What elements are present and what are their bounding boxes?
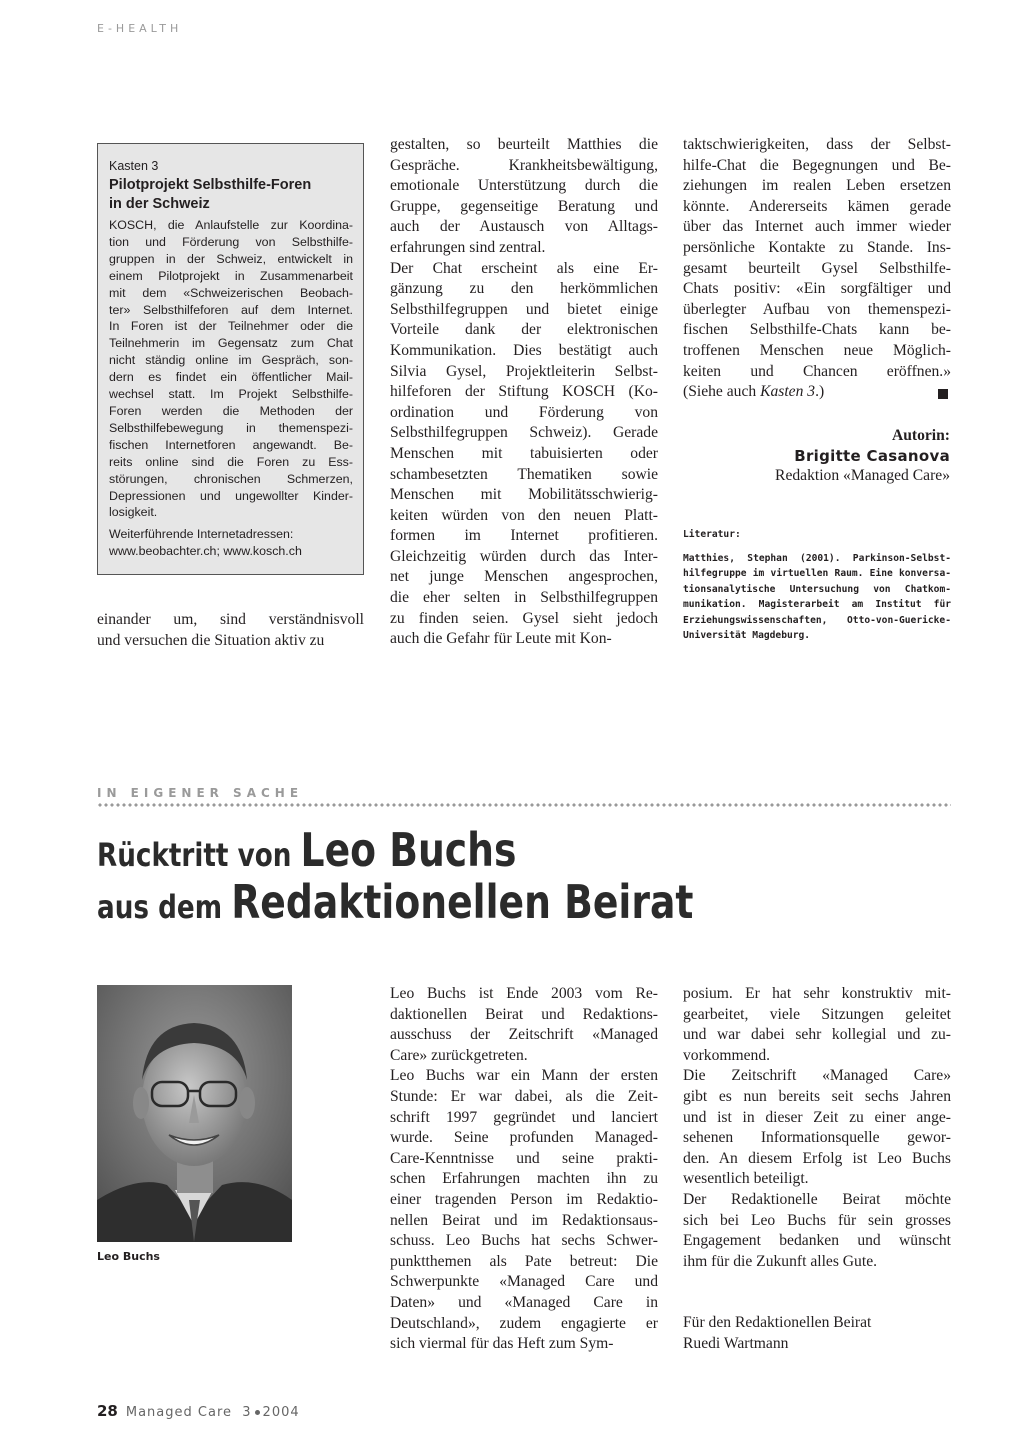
column-3-line: persönliche Kontakte zu Stande. Ins- xyxy=(683,238,951,256)
article-column-3-line: sich bei Leo Buchs für sein grosses xyxy=(683,1211,951,1229)
article-column-2 xyxy=(390,984,658,1355)
infobox-body-line: losigkeit. xyxy=(109,505,158,520)
infobox-body-line: KOSCH, die Anlaufstelle zur Koordina- xyxy=(109,218,353,232)
article-column-2-line: schuss. Leo Buchs hat sechs Schwer- xyxy=(390,1232,658,1250)
infobox-body-line: wechsel statt. Im Projekt Selbsthilfe- xyxy=(109,387,353,402)
article-column-2-line: Leo Buchs ist Ende 2003 vom Re- xyxy=(390,985,658,1002)
column-2-line: schambesetzten Thematiken sowie xyxy=(390,465,658,483)
column-3-line: Chats positiv: «Ein sorgfältiger und xyxy=(683,280,951,298)
article-column-3-line: sehenen Informationsquelle gewor- xyxy=(683,1129,951,1147)
headline-2-small: aus dem xyxy=(97,888,232,926)
literature-line: Matthies, Stephan (2001). Parkinson-Selbst- xyxy=(683,552,951,564)
column-2-line: auch die Gefahr für Leute mit Kon- xyxy=(390,630,612,648)
column-3-line: fischen Selbsthilfe-Chats kann be- xyxy=(683,321,951,339)
headline-line-2 xyxy=(97,875,693,929)
column-2-line: erfahrungen sind zentral. xyxy=(390,238,546,256)
author-name: Brigitte Casanova xyxy=(794,447,950,465)
column-3-line: hilfe-Chat die Begegnungen und Be- xyxy=(683,156,951,174)
column-1-line: einander um, sind verständnisvoll xyxy=(97,611,364,628)
section-kicker: IN EIGENER SACHE xyxy=(97,786,304,800)
headline-2-big: Redaktionellen Beirat xyxy=(231,875,694,929)
article-column-2-line: Deutschland», zudem engagierte er xyxy=(390,1314,658,1332)
column-2-line: formen im Internet profitieren. xyxy=(390,527,658,545)
column-2-line: Gruppe, gegenseitige Beratung und xyxy=(390,197,658,215)
infobox-kasten-3 xyxy=(97,143,364,575)
column-2-line: Menschen mit Mobilitätsschwierig- xyxy=(390,486,658,504)
infobox-body-line: mit dem «Schweizerischen Beobach- xyxy=(109,285,353,300)
article-column-3-line: ihm für die Zukunft alles Gute. xyxy=(683,1252,878,1270)
infobox-body-line: reits online sind die Foren zu Ess- xyxy=(109,454,353,469)
infobox-body xyxy=(109,217,353,521)
column-2-line: Gleichzeitig würden durch das Inter- xyxy=(390,547,658,565)
article-column-3-line: und war dabei sehr kollegial und zu- xyxy=(683,1026,951,1044)
infobox-title xyxy=(109,176,353,214)
article-column-2-line: Care» zurückgetreten. xyxy=(390,1046,528,1064)
column-2-line: Menschen mit tabuisierten oder xyxy=(390,444,658,462)
article-column-3-line: gibt es nun bereits seit sechs Jahren xyxy=(683,1087,951,1105)
infobox-title-line: in der Schweiz xyxy=(109,196,210,212)
article-column-3-line: Die Zeitschrift «Managed Care» xyxy=(683,1067,951,1085)
infobox-body-line: Selbsthilfebewegung in themenspezi- xyxy=(109,420,353,435)
column-3-text xyxy=(683,135,951,382)
column-3-line: gesamt beurteilt Gysel Selbsthilfe- xyxy=(683,259,951,277)
article-column-3-line: vorkommend. xyxy=(683,1046,771,1064)
page-number: 28 xyxy=(97,1402,118,1420)
column-2-line: die eher selten in Selbsthilfegruppen xyxy=(390,589,658,607)
author-organization: Redaktion «Managed Care» xyxy=(775,467,950,484)
column-2-line: gestalten, so beurteilt Matthies die xyxy=(390,136,658,153)
infobox-body-line: In Foren ist der Teilnehmer oder die xyxy=(109,319,353,334)
article-column-2-line: Stunde: Er war dabei, als die Zeit- xyxy=(390,1087,658,1105)
signoff-line: Für den Redaktionellen Beirat xyxy=(683,1314,872,1331)
signoff-line: Ruedi Wartmann xyxy=(683,1334,789,1352)
infobox-body-line: gruppen in der Schweiz, entwickelt in xyxy=(109,251,353,266)
column-1-text xyxy=(97,610,364,651)
article-column-3-line: wesentlich beteiligt. xyxy=(683,1170,809,1188)
column-1-line: und versuchen die Situation aktiv zu xyxy=(97,631,325,649)
footer-dot-separator xyxy=(255,1410,260,1415)
kasten-ref-link: Kasten 3 xyxy=(760,383,816,400)
infobox-body-line: ter» Selbsthilfeforen auf dem Internet. xyxy=(109,302,353,317)
infobox-body-line: nicht ständig online im Gespräch, son- xyxy=(109,353,353,368)
article-column-2-line: punktthemen als Pate betreut: Die xyxy=(390,1252,658,1270)
literature-line: tionsanalytische Untersuchung von Chatkom- xyxy=(683,583,951,595)
literature-label: Literatur: xyxy=(683,529,741,540)
article-column-2-line: Schwerpunkte «Managed Care und xyxy=(390,1273,658,1291)
article-column-3-line: den. An diesem Erfolg ist Leo Buchs xyxy=(683,1149,951,1167)
column-2-line: Silvia Gysel, Projektleiterin Selbst- xyxy=(390,362,658,380)
article-column-2-line: wurde. Seine profunden Managed- xyxy=(390,1129,658,1147)
column-3-line: ziehungen im realen Leben ersetzen xyxy=(683,177,951,195)
article-column-2-line: Daten» und «Managed Care in xyxy=(390,1293,658,1311)
portrait-image xyxy=(97,985,292,1242)
column-3-line: über das Internet auch immer wieder xyxy=(683,218,951,236)
column-2-line: Selbsthilfegruppen Schweiz). Gerade xyxy=(390,424,658,442)
article-column-2-line: Leo Buchs war ein Mann der ersten xyxy=(390,1067,658,1085)
column-3-line: überlegter Aufbau von themenspezi- xyxy=(683,300,951,318)
infobox-links xyxy=(109,526,353,560)
column-2-line: auch der Austausch von Alltags- xyxy=(390,218,658,236)
headline-line-1 xyxy=(97,823,516,877)
column-3-line: keiten und Chancen eröffnen.» xyxy=(683,362,951,380)
literature-line: Universität Magdeburg. xyxy=(683,630,811,641)
article-column-3-line: Engagement bedanken und wünscht xyxy=(683,1232,951,1250)
column-2-line: net junge Menschen angesprochen, xyxy=(390,568,658,586)
column-2-text xyxy=(390,135,658,650)
headline-1-big: Leo Buchs xyxy=(300,823,517,877)
dotted-divider xyxy=(97,803,951,807)
infobox-kicker: Kasten 3 xyxy=(109,159,159,173)
infobox-body-line: störungen, chronischen Schmerzen, xyxy=(109,471,353,486)
literature-body xyxy=(683,551,951,644)
kasten-ref-prefix: (Siehe auch xyxy=(683,383,761,400)
column-2-line: Vorteile dank der elektronischen xyxy=(390,321,658,339)
column-2-line: zu finden seien. Gysel sieht jedoch xyxy=(390,609,658,627)
infobox-title-line: Pilotprojekt Selbsthilfe-Foren xyxy=(109,177,312,193)
page-footer xyxy=(97,1402,300,1420)
kasten-ref-suffix: .) xyxy=(815,383,825,400)
issue-number: 3 xyxy=(242,1405,252,1420)
article-column-3-line: Der Redaktionelle Beirat möchte xyxy=(683,1190,951,1208)
column-2-line: Selbsthilfegruppen und bietet einige xyxy=(390,300,658,318)
infobox-links-urls: www.beobachter.ch; www.kosch.ch xyxy=(109,544,302,559)
article-column-2-line: schen Erfahrungen machten ihn zu xyxy=(390,1170,658,1188)
column-2-line: gänzung zu den herkömmlichen xyxy=(390,280,658,298)
article-column-2-line: daktionellen Beirat und Redaktions- xyxy=(390,1005,658,1023)
photo-caption: Leo Buchs xyxy=(97,1250,160,1263)
literature-line: hilfegruppe im virtuellen Raum. Eine konversa- xyxy=(683,568,951,579)
portrait-photo xyxy=(97,985,292,1242)
kasten-reference xyxy=(683,382,951,403)
magazine-name: Managed Care xyxy=(125,1405,232,1420)
article-column-3-line: und ist in dieser Zeit zu einer ange- xyxy=(683,1108,951,1126)
article-column-2-line: schrift 1997 gegründet und lanciert xyxy=(390,1108,658,1126)
article-column-2-line: sich viermal für das Heft zum Sym- xyxy=(390,1335,614,1353)
article-column-3-line: posium. Er hat sehr konstruktiv mit- xyxy=(683,985,951,1002)
column-3-line: taktschwierigkeiten, dass der Selbst- xyxy=(683,136,951,153)
literature-block xyxy=(683,527,951,644)
article-column-2-line: ausschuss der Zeitschrift «Managed xyxy=(390,1026,658,1044)
infobox-body-line: einem Pilotprojekt in Zusammenarbeit xyxy=(109,268,353,283)
article-column-2-line: nellen Beirat und im Redaktionsaus- xyxy=(390,1211,658,1229)
literature-line: munikation. Magisterarbeit am Institut für xyxy=(683,599,951,610)
infobox-body-line: fischen Internetforen angewandt. Be- xyxy=(109,437,353,452)
column-2-line: Gespräche. Krankheitsbewältigung, xyxy=(390,156,658,174)
article-column-2-line: Care-Kenntnisse und seine prakti- xyxy=(390,1149,658,1167)
column-2-line: hilfeforen der Stiftung KOSCH (Ko- xyxy=(390,383,658,401)
infobox-body-line: dern es findet ein öffentlicher Mail- xyxy=(109,370,353,385)
column-2-line: Kommunikation. Dies bestätigt auch xyxy=(390,341,658,359)
column-2-line: Der Chat erscheint als eine Er- xyxy=(390,259,658,277)
article-column-3 xyxy=(683,984,951,1272)
column-2-line: ordination und Förderung von xyxy=(390,403,658,421)
issue-year: 2004 xyxy=(262,1405,300,1420)
article-column-3-line: gearbeitet, viele Sitzungen geleitet xyxy=(683,1005,951,1023)
article-column-2-line: einer tragenden Person im Redaktio- xyxy=(390,1190,658,1208)
infobox-body-line: Foren werden die Methoden der xyxy=(109,403,353,418)
end-of-article-mark xyxy=(938,389,948,399)
column-3-line: könnte. Andererseits kämen gerade xyxy=(683,197,951,215)
infobox-links-label: Weiterführende Internetadressen: xyxy=(109,527,294,542)
headline-1-small: Rücktritt von xyxy=(97,836,301,874)
literature-line: Erziehungswissenschaften, Otto-von-Guericke- xyxy=(683,614,951,626)
column-3-line: troffenen Menschen neue Möglich- xyxy=(683,341,951,359)
column-2-line: emotionale Unterstützung durch die xyxy=(390,177,658,195)
infobox-body-line: Teilnehmerin im Gegensatz zum Chat xyxy=(109,336,353,351)
author-label: Autorin: xyxy=(891,427,950,444)
section-label: E-HEALTH xyxy=(97,22,183,35)
article-signoff xyxy=(683,1313,951,1354)
column-2-line: keiten würden von den neuen Platt- xyxy=(390,506,658,524)
infobox-body-line: Depressionen und ungewollter Kinder- xyxy=(109,488,353,503)
infobox-body-line: tion und Förderung von Selbsthilfe- xyxy=(109,234,353,249)
